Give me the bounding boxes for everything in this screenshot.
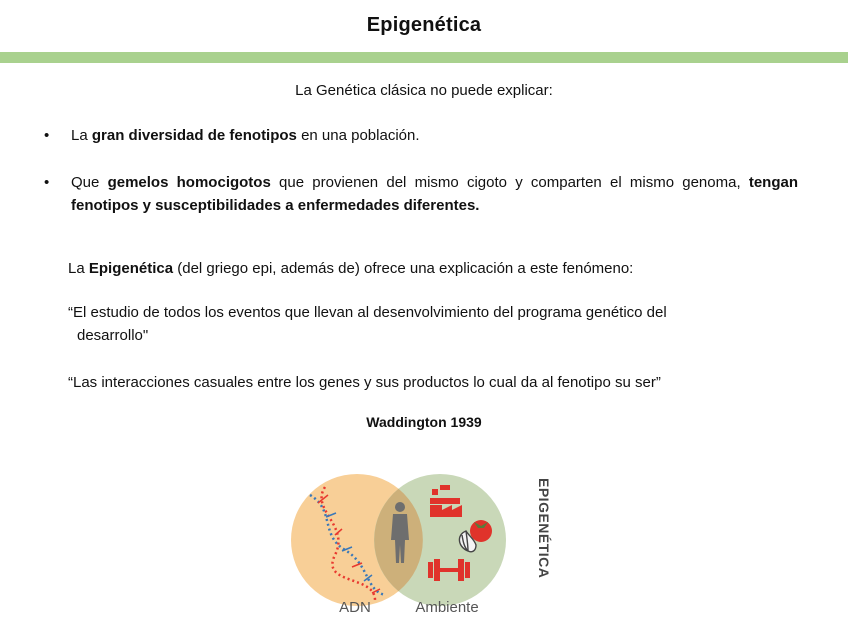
- para-text: La: [68, 260, 89, 277]
- bullet-text: Que: [71, 174, 108, 191]
- bullet-dot: •: [44, 174, 50, 191]
- bullet-bold-text: gran diversidad de fenotipos: [91, 127, 297, 144]
- tomato-icon: [470, 520, 492, 542]
- slide-title: Epigenética: [366, 14, 482, 36]
- label-dna: ADN: [339, 599, 371, 616]
- bullet-item-diversity: [44, 124, 801, 147]
- label-epigenetics-vertical: EPIGENÉTICA: [536, 478, 552, 579]
- label-environment: Ambiente: [415, 599, 479, 616]
- quote-1-line-2: desarrollo": [77, 327, 149, 344]
- bullet-bold-text: gemelos homocigotos: [107, 174, 271, 191]
- bullet-text: La: [71, 127, 92, 144]
- bullet-item-twins: [44, 171, 799, 217]
- quote-2: “Las interacciones casuales entre los genes y sus productos lo cual da al fenotipo su ser”: [68, 374, 661, 391]
- quote-1-line-1: “El estudio de todos los eventos que llevan al desenvolvimiento del programa genético del: [68, 304, 667, 321]
- bullet-bold-text: tengan fenotipos y susceptibilidades a enfermedades diferentes.: [71, 174, 799, 214]
- intro-text: La Genética clásica no puede explicar:: [295, 82, 553, 99]
- bullet-text: que provienen del mismo cigoto y comparten el mismo genoma,: [270, 174, 749, 191]
- bullet-dot: •: [44, 127, 50, 144]
- bullet-text: en una población.: [296, 127, 420, 144]
- para-bold-text: Epigenética: [88, 260, 174, 277]
- epigenetics-definition: [68, 257, 808, 280]
- epigenetics-venn-diagram: [280, 455, 580, 630]
- green-divider: [0, 52, 848, 63]
- para-text: (del griego epi, además de) ofrece una explicación a este fenómeno:: [173, 260, 634, 277]
- citation: Waddington 1939: [366, 414, 482, 430]
- quote-1: [68, 301, 768, 347]
